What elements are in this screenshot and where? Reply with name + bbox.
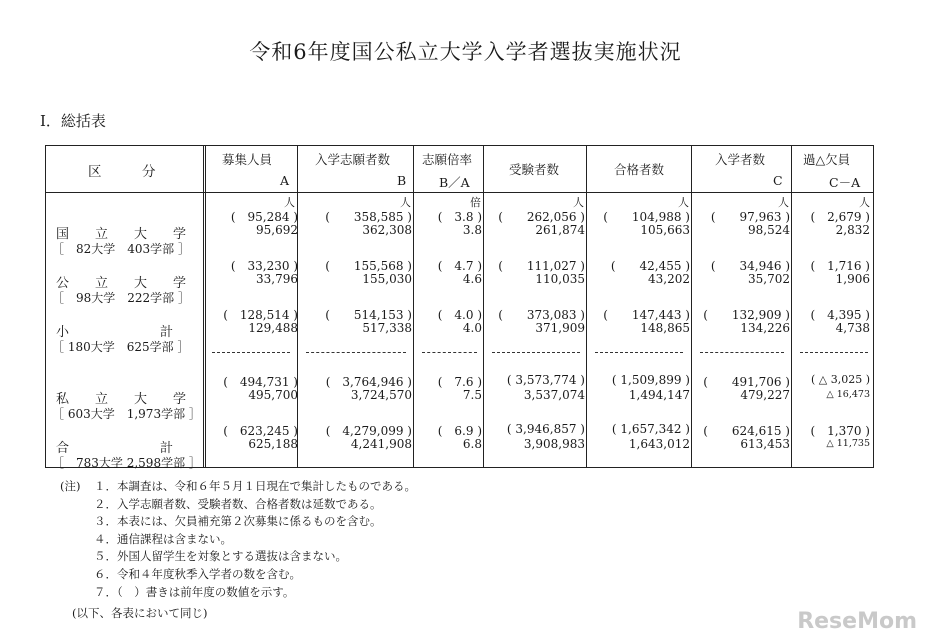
cell-current: 362,308 — [362, 223, 412, 237]
note-item: ３．本表には、欠員補充第２次募集に係るものを含む。 — [94, 514, 382, 529]
cell-prev: ( 1,716 ) — [810, 259, 870, 273]
unit-label: 人 — [400, 196, 411, 209]
unit-label: 人 — [778, 196, 789, 209]
cell-prev: ( 104,988 ) — [603, 210, 690, 224]
cell-current: 105,663 — [640, 223, 690, 237]
cell-prev: ( 42,455 ) — [610, 259, 690, 273]
cell-prev: ( 3.8 ) — [437, 210, 482, 224]
cell-current: 625,188 — [248, 437, 298, 451]
summary-table — [45, 145, 874, 468]
cell-prev: ( 6.9 ) — [437, 424, 482, 438]
cell-current: 613,453 — [740, 437, 790, 451]
dashed-separator — [422, 352, 477, 353]
row-label-public: 公 立 大 学 — [56, 276, 187, 291]
cell-current: 4.0 — [462, 321, 482, 335]
cell-current: 495,700 — [248, 388, 298, 402]
cell-current: 4,738 — [835, 321, 870, 335]
resemom-logo: ReseMom — [797, 609, 917, 634]
note-line — [60, 478, 416, 496]
cell-current: 4.6 — [462, 272, 482, 286]
column-divider — [586, 146, 587, 467]
cell-prev: ( 3,946,857 ) — [506, 422, 585, 436]
header-nyugaku: 入学者数 — [715, 152, 766, 167]
page-title: 令和6年度国公私立大学入学者選抜実施状況 — [249, 40, 682, 64]
unit-label: 人 — [678, 196, 689, 209]
cell-current: 1,494,147 — [628, 388, 690, 402]
cell-current: 110,035 — [535, 272, 585, 286]
note-item: ４．通信課程は含まない。 — [94, 531, 232, 546]
cell-prev: ( 262,056 ) — [498, 210, 585, 224]
cell-prev: ( 4.0 ) — [437, 308, 482, 322]
cell-prev: ( 3,573,774 ) — [506, 373, 585, 387]
cell-prev: ( 128,514 ) — [223, 308, 298, 322]
dashed-separator — [306, 352, 406, 353]
cell-current: 261,874 — [535, 223, 585, 237]
cell-prev: ( 147,443 ) — [603, 308, 690, 322]
dashed-separator — [700, 352, 784, 353]
column-divider — [791, 146, 792, 467]
cell-current: 1,643,012 — [628, 437, 690, 451]
dashed-separator — [212, 352, 290, 353]
cell-prev: ( 514,153 ) — [325, 308, 412, 322]
cell-current: 98,524 — [748, 223, 790, 237]
column-divider — [413, 146, 414, 467]
cell-prev: ( 2,679 ) — [810, 210, 870, 224]
cell-current: 517,338 — [362, 321, 412, 335]
note-item: ２．入学志願者数、受験者数、合格者数は延数である。 — [94, 496, 382, 511]
cell-prev: ( 1,657,342 ) — [611, 422, 690, 436]
cell-current: 7.5 — [462, 388, 482, 402]
cell-prev: ( 4.7 ) — [437, 259, 482, 273]
dashed-separator — [800, 352, 868, 353]
row-sublabel-national: ［ 82大学 403学部 ］ — [52, 242, 190, 256]
row-label-private: 私 立 大 学 — [56, 392, 187, 407]
cell-prev: ( 494,731 ) — [223, 375, 298, 389]
cell-prev: ( 491,706 ) — [703, 375, 790, 389]
dashed-separator — [595, 352, 683, 353]
unit-label: 人 — [859, 196, 870, 209]
section-heading: Ⅰ．総括表 — [40, 112, 106, 130]
unit-label: 人 — [573, 196, 584, 209]
cell-prev: ( 373,083 ) — [498, 308, 585, 322]
column-divider — [691, 146, 692, 467]
row-sublabel-subtotal: ［ 180大学 625学部 ］ — [52, 340, 190, 354]
cell-current: 95,692 — [256, 223, 298, 237]
cell-current: 4,241,908 — [350, 437, 412, 451]
cell-prev: ( 1,370 ) — [810, 424, 870, 438]
header-juken: 受験者数 — [509, 162, 560, 177]
column-divider — [483, 146, 484, 467]
cell-current: 479,227 — [740, 388, 790, 402]
row-sublabel-total: ［ 783大学 2,598学部 ］ — [52, 456, 201, 470]
letter-ba: B／A — [439, 175, 470, 190]
cell-current: 155,030 — [362, 272, 412, 286]
cell-current: 3,908,983 — [523, 437, 585, 451]
cell-prev: ( △ 3,025 ) — [810, 373, 870, 386]
cell-prev: ( 97,963 ) — [710, 210, 790, 224]
row-label-total: 合 計 — [56, 441, 174, 456]
note-item: ６．令和４年度秋季入学者の数を含む。 — [94, 566, 301, 581]
letter-ca: C－A — [829, 175, 861, 190]
letter-a: A — [280, 173, 290, 188]
cell-prev: ( 7.6 ) — [437, 375, 482, 389]
unit-label: 倍 — [470, 196, 481, 209]
cell-prev: ( 624,615 ) — [703, 424, 790, 438]
note-item: ５．外国人留学生を対象とする選抜は含まない。 — [94, 549, 347, 564]
row-label-subtotal: 小 計 — [56, 325, 174, 340]
cell-current: 2,832 — [835, 223, 870, 237]
cell-prev: ( 4,279,099 ) — [325, 424, 412, 438]
cell-current: 129,488 — [248, 321, 298, 335]
header-boshu: 募集人員 — [222, 152, 273, 167]
cell-current: 371,909 — [535, 321, 585, 335]
header-shigan: 入学志願者数 — [315, 152, 391, 167]
cell-current: 33,796 — [256, 272, 298, 286]
cell-prev: ( 1,509,899 ) — [611, 373, 690, 387]
cell-prev: ( 34,946 ) — [710, 259, 790, 273]
header-kubun: 区 分 — [88, 164, 156, 180]
cell-prev: ( 3,764,946 ) — [325, 375, 412, 389]
cell-prev: ( 132,909 ) — [703, 308, 790, 322]
header-gokaku: 合格者数 — [614, 162, 665, 177]
cell-prev: ( 95,284 ) — [230, 210, 298, 224]
cell-current: △ 16,473 — [826, 389, 870, 400]
header-bairitsu: 志願倍率 — [422, 152, 473, 167]
note-item: １．本調査は、令和６年５月１日現在で集計したものである。 — [94, 479, 416, 493]
cell-current: 134,226 — [740, 321, 790, 335]
row-sublabel-private: ［ 603大学 1,973学部 ］ — [52, 407, 201, 421]
cell-current: △ 11,735 — [826, 438, 870, 449]
cell-prev: ( 4,395 ) — [810, 308, 870, 322]
row-label-national: 国 立 大 学 — [56, 227, 187, 242]
header-kako: 過△欠員 — [803, 152, 851, 167]
cell-current: 3.8 — [462, 223, 482, 237]
letter-b: B — [397, 173, 407, 188]
cell-prev: ( 111,027 ) — [498, 259, 585, 273]
cell-prev: ( 33,230 ) — [230, 259, 298, 273]
cell-current: 148,865 — [640, 321, 690, 335]
cell-current: 3,537,074 — [523, 388, 585, 402]
cell-current: 1,906 — [835, 272, 870, 286]
notes — [60, 478, 416, 623]
dashed-separator — [492, 352, 580, 353]
unit-label: 人 — [284, 196, 295, 209]
note-item: ７．（ ）書きは前年度の数値を示す。 — [94, 584, 295, 599]
cell-current: 3,724,570 — [350, 388, 412, 402]
header-divider — [46, 192, 873, 193]
notes-lead: (注) — [60, 479, 81, 493]
cell-current: 35,702 — [748, 272, 790, 286]
cell-prev: ( 358,585 ) — [325, 210, 412, 224]
cell-current: 6.8 — [462, 437, 482, 451]
row-sublabel-public: ［ 98大学 222学部 ］ — [52, 291, 190, 305]
cell-prev: ( 155,568 ) — [325, 259, 412, 273]
cell-current: 43,202 — [648, 272, 690, 286]
notes-footer: (以下、各表において同じ) — [72, 606, 208, 621]
cell-prev: ( 623,245 ) — [223, 424, 298, 438]
letter-c: C — [773, 173, 783, 188]
